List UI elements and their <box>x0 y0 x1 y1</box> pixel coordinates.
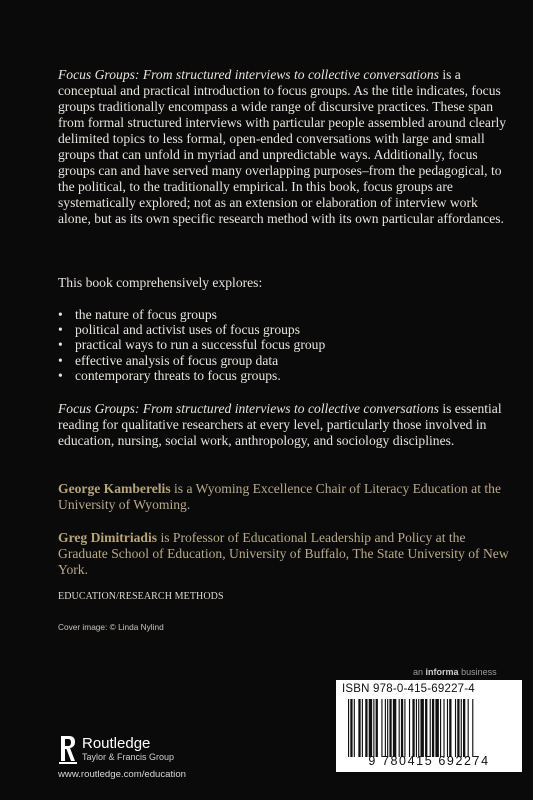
author-bio-text: is Professor of Educational Leadership and Policy at the Graduate School of Education, University of Buffalo, The State University of New York. <box>58 530 509 577</box>
topics-list <box>58 307 325 383</box>
author-name: George Kamberelis <box>58 481 171 496</box>
description-paragraph <box>58 67 513 227</box>
author-bio-text: is a Wyoming Excellence Chair of Literacy Education at the University of Wyoming. <box>58 481 501 512</box>
informa-suffix: business <box>461 667 497 677</box>
subject-category: EDUCATION/RESEARCH METHODS <box>58 591 224 602</box>
publisher-name: Routledge <box>82 735 151 752</box>
audience-body: is essential reading for qualitative researchers at every level, particularly those involved in education, nursing, social work, anthropology, and sociology disciplines. <box>58 401 502 448</box>
isbn-text: ISBN 978-0-415-69227-4 <box>342 683 475 695</box>
list-item: • the nature of focus groups <box>58 307 325 322</box>
list-item: • effective analysis of focus group data <box>58 353 325 368</box>
book-title-italic: Focus Groups: From structured interviews to collective conversations <box>58 67 439 82</box>
description-body: is a conceptual and practical introduction to focus groups. As the title indicates, focus groups traditionally encompass a wide range of discursive practices. These span from formal structured interviews with particular people assembled around clearly delimited topics to less formal, open-ended conversations with large and small groups that can unfold in myriad and unpredictable ways. Additionally, focus groups can and have served many overlapping purposes–from the pedagogical, to the political, to the traditionally empirical. In this book, focus groups are systematically explored; not as an extension or elaboration of interview work alone, but as its own specific research method with its own particular affordances. <box>58 67 507 226</box>
list-item: • contemporary threats to focus groups. <box>58 368 325 383</box>
barcode-digits: 9 780415 692274 <box>368 754 490 768</box>
routledge-r-icon <box>58 734 78 765</box>
list-item: • political and activist uses of focus groups <box>58 322 325 337</box>
book-title-italic: Focus Groups: From structured interviews to collective conversations <box>58 401 439 416</box>
explores-intro: This book comprehensively explores: <box>58 275 263 290</box>
publisher-url: www.routledge.com/education <box>58 769 186 780</box>
author-name: Greg Dimitriadis <box>58 530 158 545</box>
cover-credit: Cover image: © Linda Nylind <box>58 622 164 632</box>
informa-prefix: an <box>413 667 424 677</box>
list-item: • practical ways to run a successful focus group <box>58 337 325 352</box>
informa-business-tag <box>413 667 497 677</box>
author-bio-1 <box>58 481 513 513</box>
publisher-group: Taylor & Francis Group <box>82 752 175 762</box>
audience-paragraph <box>58 401 513 449</box>
author-bio-2 <box>58 530 513 578</box>
informa-brand: informa <box>425 667 459 677</box>
barcode-icon <box>348 699 516 757</box>
